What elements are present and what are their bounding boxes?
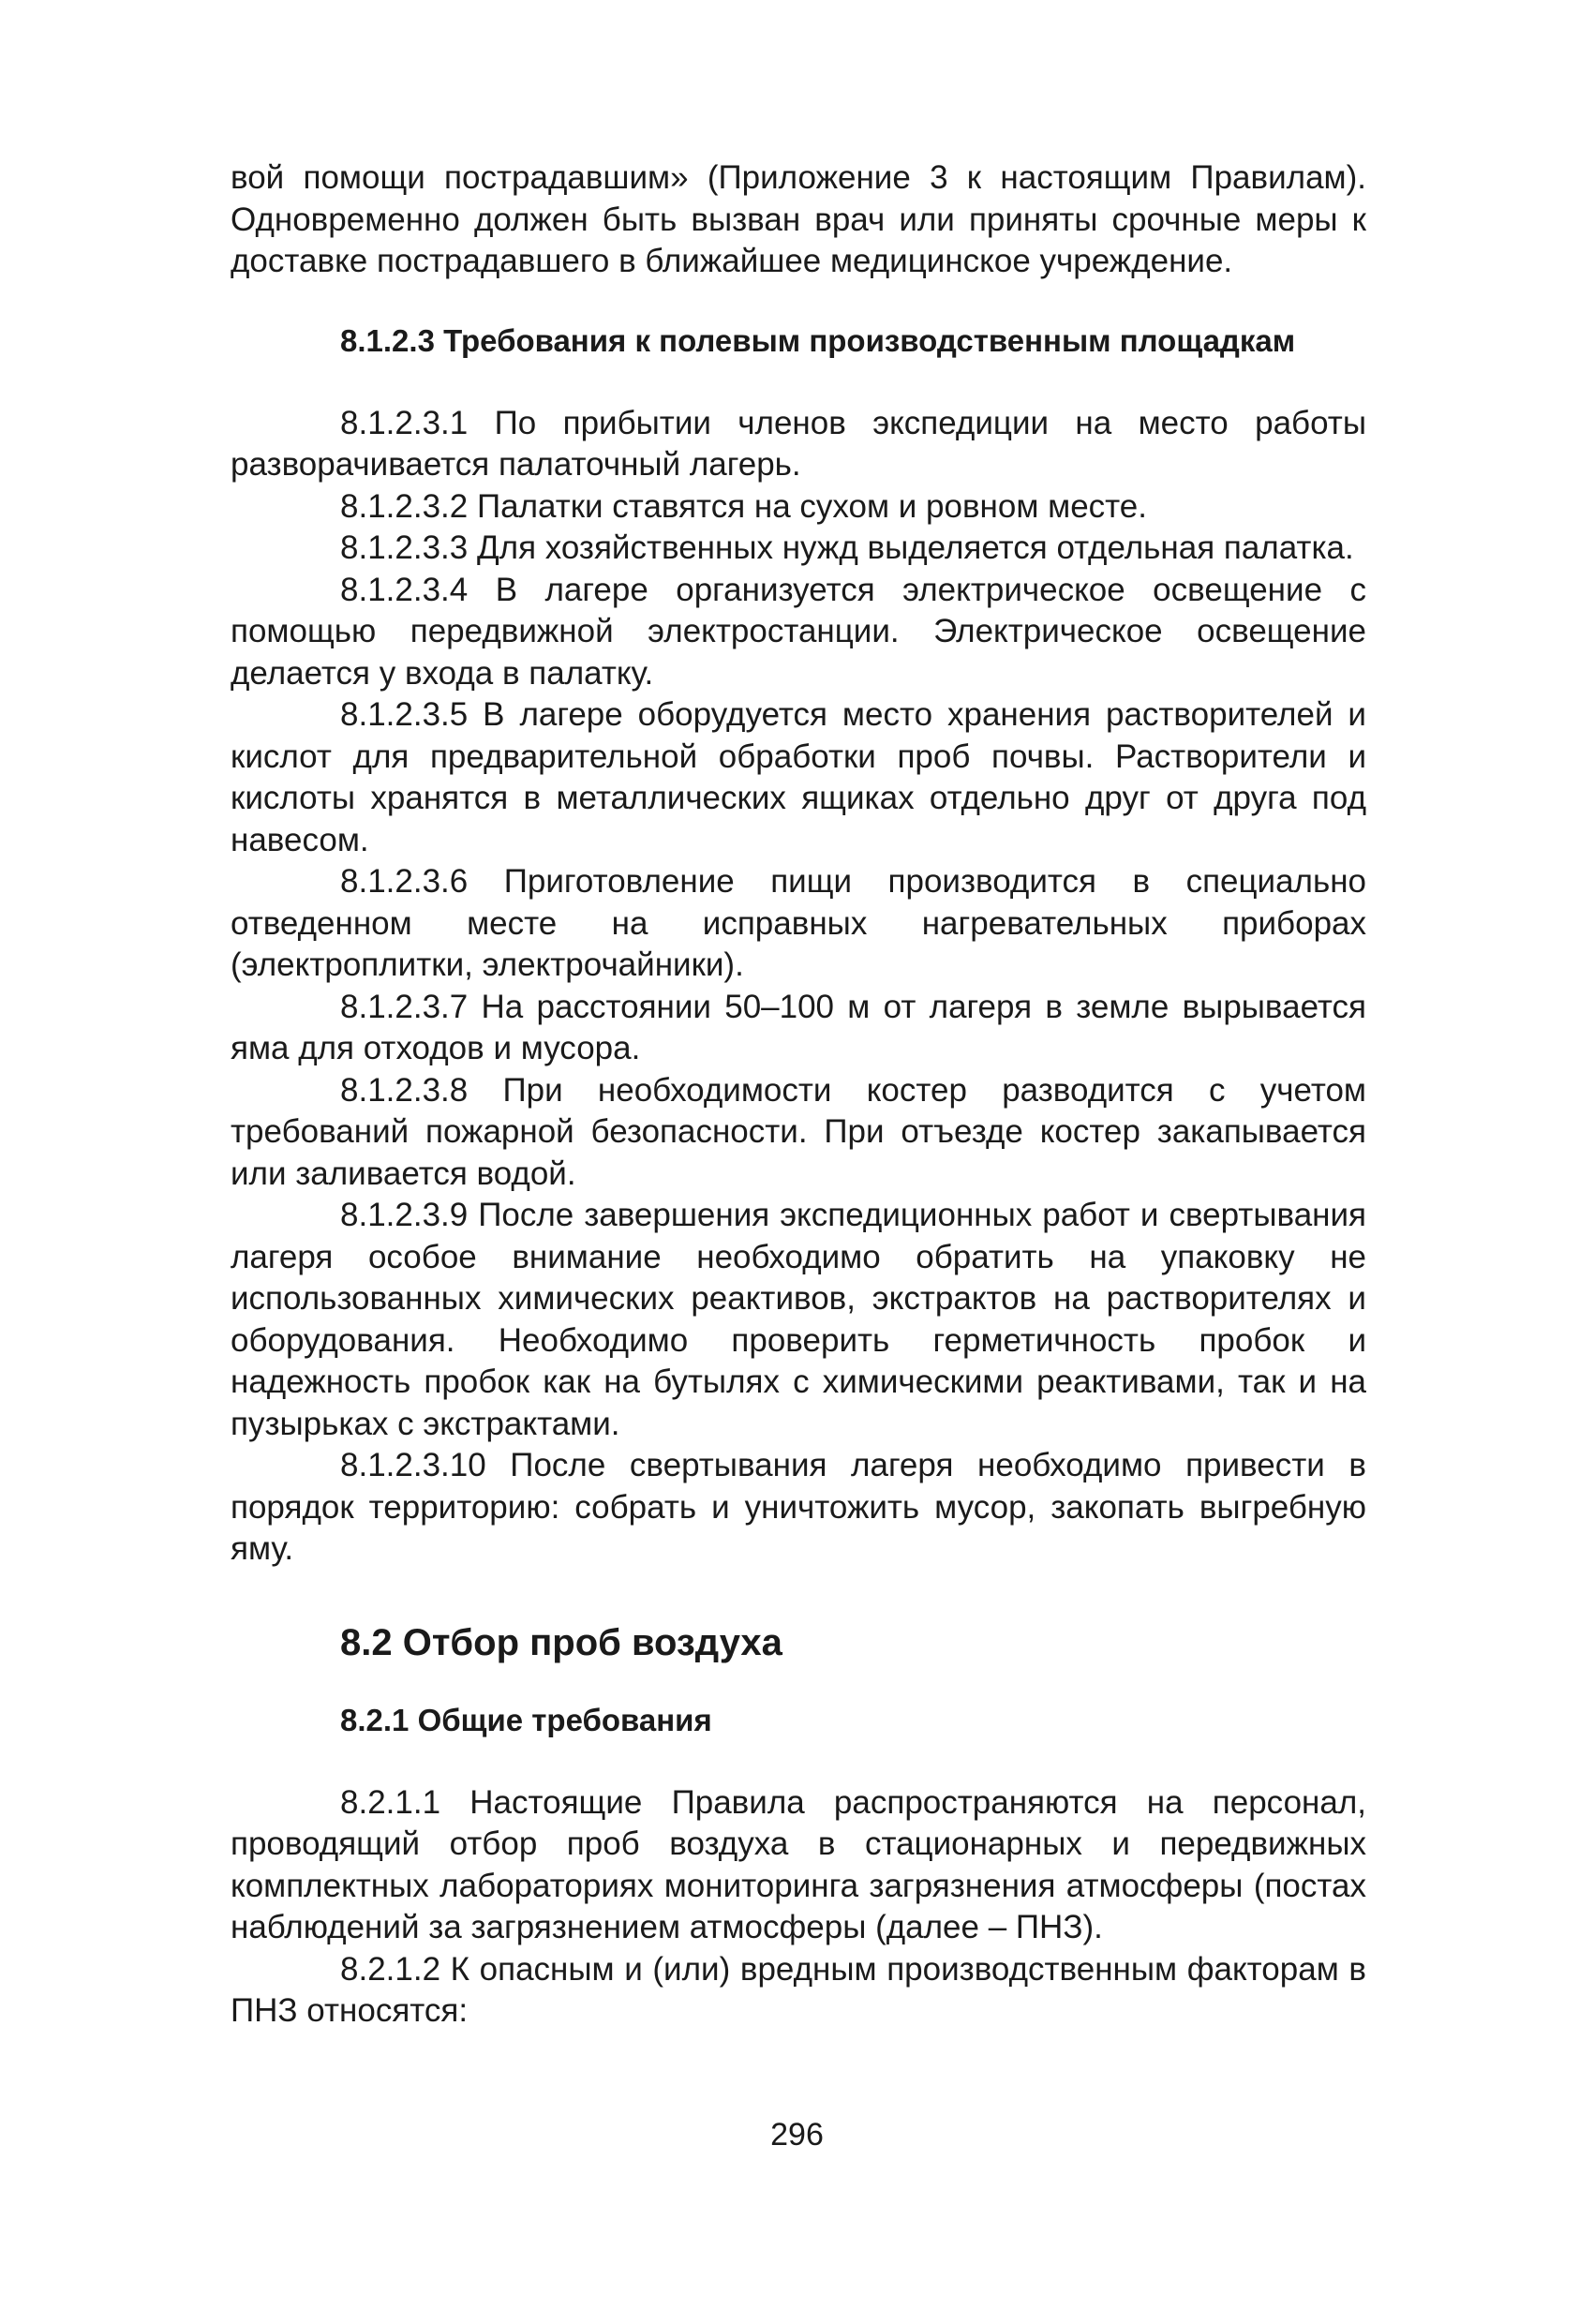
paragraph-8-2-1-1: 8.2.1.1 Настоящие Правила распространяются на персонал, проводящий отбор проб воздуха в стационарных и передвижных комплектных лабораториях мониторинга загрязнения атмосферы (постах наблюдений за загрязнением атмосферы (далее – ПНЗ). xyxy=(231,1783,1366,1945)
paragraph-8-1-2-3-6: 8.1.2.3.6 Приготовление пищи производится в специально отведенном месте на исправных нагревательных приборах (электроплитки, электрочайники). xyxy=(231,863,1366,983)
paragraph-8-1-2-3-7: 8.1.2.3.7 На расстоянии 50–100 м от лагеря в земле вырывается яма для отходов и мусора. xyxy=(231,988,1366,1066)
paragraph-8-1-2-3-3: 8.1.2.3.3 Для хозяйственных нужд выделяется отдельная палатка. xyxy=(340,529,1354,566)
heading-8-2-1: 8.2.1 Общие требования xyxy=(340,1702,712,1737)
heading-8-1-2-3: 8.1.2.3 Требования к полевым производственным площадкам xyxy=(340,322,1296,358)
document-page xyxy=(231,157,1366,2033)
intro-paragraph: вой помощи пострадавшим» (Приложение 3 к настоящим Правилам). Одновременно должен быть вызван врач или приняты срочные меры к доставке пострадавшего в ближайшее медицинское учреждение. xyxy=(231,159,1366,279)
paragraph-8-1-2-3-8: 8.1.2.3.8 При необходимости костер разводится с учетом требований пожарной безопасности. При отъезде костер закапывается или заливается водой. xyxy=(231,1071,1366,1192)
page-number: 296 xyxy=(770,2117,824,2153)
paragraph-8-1-2-3-4: 8.1.2.3.4 В лагере организуется электрическое освещение с помощью передвижной электростанции. Электрическое освещение делается у входа в палатку. xyxy=(231,571,1366,692)
paragraph-8-1-2-3-9: 8.1.2.3.9 После завершения экспедиционных работ и свертывания лагеря особое внимание необходимо обратить на упаковку не использованных химических реактивов, экстрактов на растворителях и оборудования. Необходимо проверить герметичность пробок и надежность пробок как на бутылях с химическими реактивами, так и на пузырьках с экстрактами. xyxy=(231,1197,1366,1442)
paragraph-8-1-2-3-10: 8.1.2.3.10 После свертывания лагеря необходимо привести в порядок территорию: собрать и уничтожить мусор, закопать выгребную яму. xyxy=(231,1447,1366,1567)
paragraph-8-1-2-3-2: 8.1.2.3.2 Палатки ставятся на сухом и ровном месте. xyxy=(340,487,1147,525)
paragraph-8-2-1-2: 8.2.1.2 К опасным и (или) вредным производственным факторам в ПНЗ относятся: xyxy=(231,1950,1366,2029)
heading-8-2: 8.2 Отбор проб воздуха xyxy=(340,1621,782,1663)
paragraph-8-1-2-3-1: 8.1.2.3.1 По прибытии членов экспедиции на место работы разворачивается палаточный лагерь. xyxy=(231,404,1366,483)
paragraph-8-1-2-3-5: 8.1.2.3.5 В лагере оборудуется место хранения растворителей и кислот для предварительной обработки проб почвы. Растворители и кислоты хранятся в металлических ящиках отдельно друг от друга под навесом. xyxy=(231,696,1366,858)
